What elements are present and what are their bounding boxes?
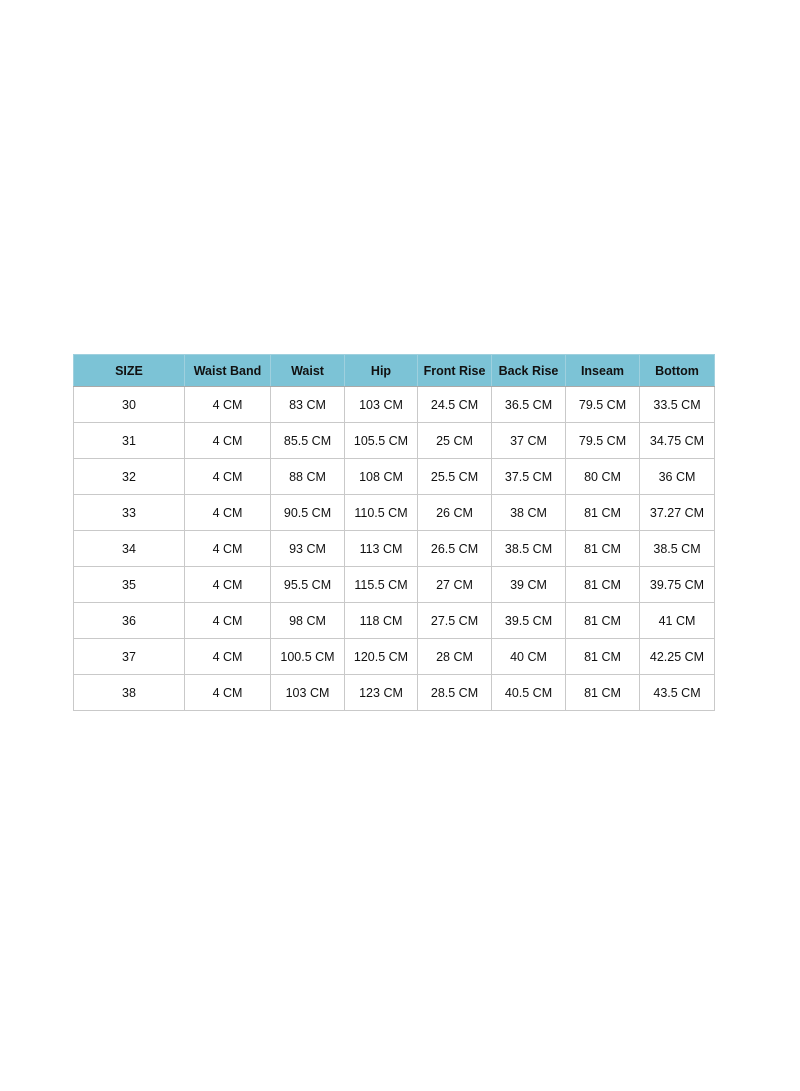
table-row bbox=[74, 675, 715, 711]
cell-front-rise: 26 CM bbox=[418, 495, 492, 531]
cell-back-rise: 38 CM bbox=[492, 495, 566, 531]
cell-hip: 103 CM bbox=[345, 387, 418, 423]
cell-back-rise: 37.5 CM bbox=[492, 459, 566, 495]
cell-waist-band: 4 CM bbox=[185, 675, 271, 711]
cell-back-rise: 37 CM bbox=[492, 423, 566, 459]
cell-waist: 85.5 CM bbox=[271, 423, 345, 459]
cell-front-rise: 26.5 CM bbox=[418, 531, 492, 567]
cell-inseam: 79.5 CM bbox=[566, 423, 640, 459]
cell-waist-band: 4 CM bbox=[185, 495, 271, 531]
cell-front-rise: 27.5 CM bbox=[418, 603, 492, 639]
cell-size: 34 bbox=[74, 531, 185, 567]
table-row bbox=[74, 531, 715, 567]
cell-hip: 120.5 CM bbox=[345, 639, 418, 675]
cell-inseam: 81 CM bbox=[566, 495, 640, 531]
table-row bbox=[74, 567, 715, 603]
cell-front-rise: 28 CM bbox=[418, 639, 492, 675]
cell-waist: 98 CM bbox=[271, 603, 345, 639]
cell-bottom: 43.5 CM bbox=[640, 675, 715, 711]
cell-size: 31 bbox=[74, 423, 185, 459]
size-chart-header bbox=[74, 355, 715, 387]
header-row bbox=[74, 355, 715, 387]
header-inseam: Inseam bbox=[566, 355, 640, 387]
cell-waist-band: 4 CM bbox=[185, 639, 271, 675]
cell-waist-band: 4 CM bbox=[185, 531, 271, 567]
cell-bottom: 37.27 CM bbox=[640, 495, 715, 531]
header-front-rise: Front Rise bbox=[418, 355, 492, 387]
header-hip: Hip bbox=[345, 355, 418, 387]
cell-size: 37 bbox=[74, 639, 185, 675]
cell-hip: 105.5 CM bbox=[345, 423, 418, 459]
table-row bbox=[74, 639, 715, 675]
cell-size: 33 bbox=[74, 495, 185, 531]
cell-size: 38 bbox=[74, 675, 185, 711]
cell-waist: 88 CM bbox=[271, 459, 345, 495]
cell-inseam: 81 CM bbox=[566, 603, 640, 639]
cell-bottom: 36 CM bbox=[640, 459, 715, 495]
cell-front-rise: 25 CM bbox=[418, 423, 492, 459]
cell-inseam: 81 CM bbox=[566, 675, 640, 711]
cell-size: 36 bbox=[74, 603, 185, 639]
cell-waist-band: 4 CM bbox=[185, 459, 271, 495]
cell-size: 35 bbox=[74, 567, 185, 603]
cell-bottom: 33.5 CM bbox=[640, 387, 715, 423]
cell-front-rise: 25.5 CM bbox=[418, 459, 492, 495]
cell-inseam: 79.5 CM bbox=[566, 387, 640, 423]
cell-inseam: 81 CM bbox=[566, 567, 640, 603]
cell-front-rise: 28.5 CM bbox=[418, 675, 492, 711]
cell-waist: 90.5 CM bbox=[271, 495, 345, 531]
cell-bottom: 41 CM bbox=[640, 603, 715, 639]
size-chart-table bbox=[73, 354, 715, 711]
cell-bottom: 39.75 CM bbox=[640, 567, 715, 603]
cell-waist-band: 4 CM bbox=[185, 387, 271, 423]
cell-bottom: 38.5 CM bbox=[640, 531, 715, 567]
cell-hip: 113 CM bbox=[345, 531, 418, 567]
header-size: SIZE bbox=[74, 355, 185, 387]
cell-waist: 83 CM bbox=[271, 387, 345, 423]
cell-hip: 115.5 CM bbox=[345, 567, 418, 603]
cell-waist-band: 4 CM bbox=[185, 603, 271, 639]
cell-back-rise: 40.5 CM bbox=[492, 675, 566, 711]
cell-waist: 95.5 CM bbox=[271, 567, 345, 603]
cell-waist: 100.5 CM bbox=[271, 639, 345, 675]
cell-bottom: 42.25 CM bbox=[640, 639, 715, 675]
size-chart-body bbox=[74, 387, 715, 711]
cell-front-rise: 27 CM bbox=[418, 567, 492, 603]
cell-hip: 110.5 CM bbox=[345, 495, 418, 531]
cell-back-rise: 38.5 CM bbox=[492, 531, 566, 567]
header-waist-band: Waist Band bbox=[185, 355, 271, 387]
cell-hip: 108 CM bbox=[345, 459, 418, 495]
cell-inseam: 81 CM bbox=[566, 531, 640, 567]
cell-waist-band: 4 CM bbox=[185, 567, 271, 603]
cell-front-rise: 24.5 CM bbox=[418, 387, 492, 423]
cell-back-rise: 36.5 CM bbox=[492, 387, 566, 423]
table-row bbox=[74, 423, 715, 459]
table-row bbox=[74, 459, 715, 495]
table-row bbox=[74, 387, 715, 423]
cell-back-rise: 40 CM bbox=[492, 639, 566, 675]
cell-back-rise: 39 CM bbox=[492, 567, 566, 603]
header-back-rise: Back Rise bbox=[492, 355, 566, 387]
cell-waist: 93 CM bbox=[271, 531, 345, 567]
table-row bbox=[74, 495, 715, 531]
cell-inseam: 80 CM bbox=[566, 459, 640, 495]
cell-hip: 123 CM bbox=[345, 675, 418, 711]
header-waist: Waist bbox=[271, 355, 345, 387]
header-bottom: Bottom bbox=[640, 355, 715, 387]
cell-back-rise: 39.5 CM bbox=[492, 603, 566, 639]
cell-waist: 103 CM bbox=[271, 675, 345, 711]
table-row bbox=[74, 603, 715, 639]
cell-bottom: 34.75 CM bbox=[640, 423, 715, 459]
cell-hip: 118 CM bbox=[345, 603, 418, 639]
cell-waist-band: 4 CM bbox=[185, 423, 271, 459]
cell-size: 32 bbox=[74, 459, 185, 495]
cell-inseam: 81 CM bbox=[566, 639, 640, 675]
cell-size: 30 bbox=[74, 387, 185, 423]
